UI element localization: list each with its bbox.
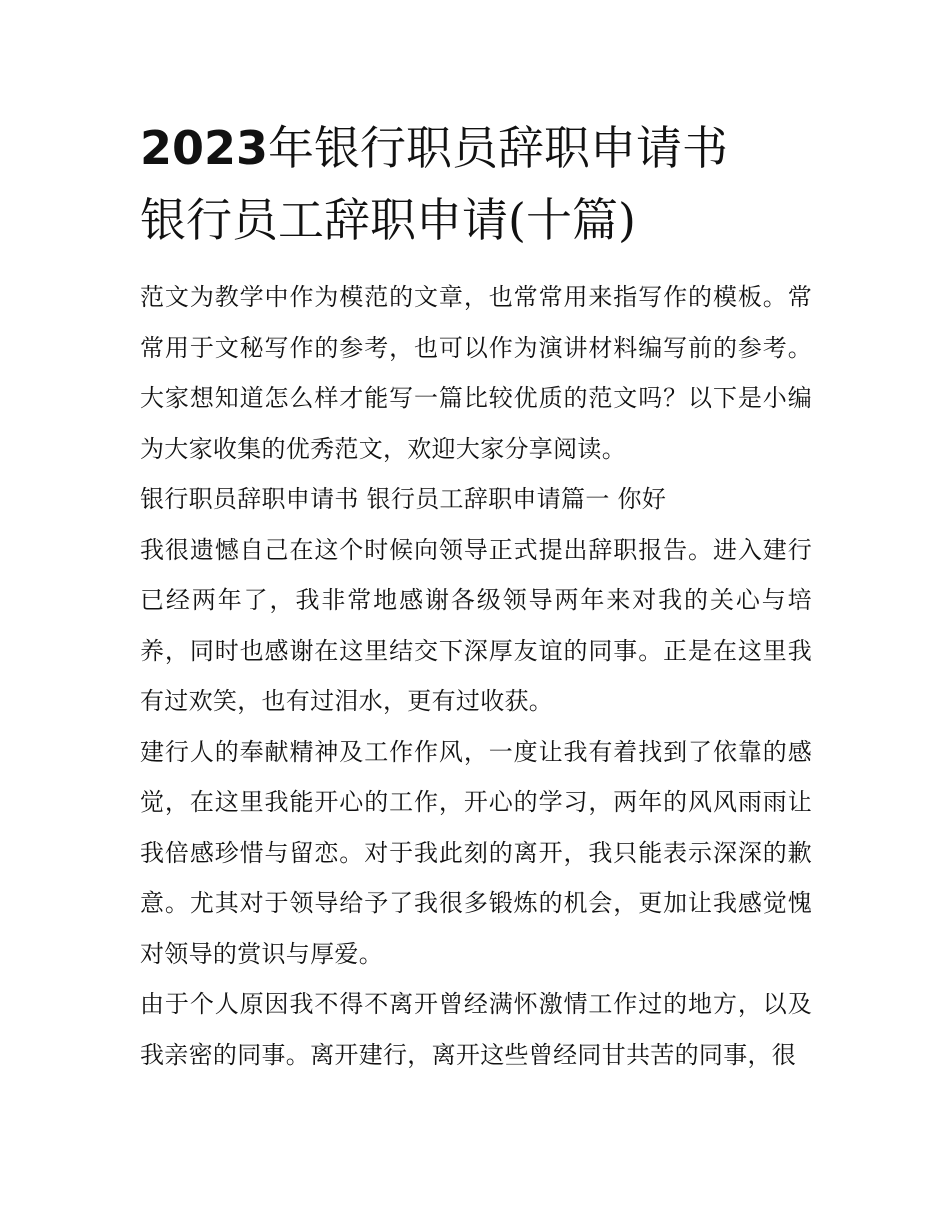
paragraph-intro: 范文为教学中作为模范的文章，也常常用来指写作的模板。常常用于文秘写作的参考，也可以作为演讲材料编写前的参考。大家想知道怎么样才能写一篇比较优质的范文吗？以下是小编为大家收集的优秀范文，欢迎大家分享阅读。 — [140, 283, 812, 463]
document-title — [140, 112, 812, 256]
paragraph-section-heading: 银行职员辞职申请书 银行员工辞职申请篇一 你好 — [140, 485, 667, 513]
paragraph-body-2: 建行人的奉献精神及工作作风，一度让我有着找到了依靠的感觉，在这里我能开心的工作，开心的学习，两年的风风雨雨让我倍感珍惜与留恋。对于我此刻的离开，我只能表示深深的歉意。尤其对于领导给予了我很多锻炼的机会，更加让我感觉愧对领导的赏识与厚爱。 — [140, 737, 812, 968]
document-body — [140, 112, 812, 1080]
paragraph-body-3: 由于个人原因我不得不离开曾经满怀激情工作过的地方，以及我亲密的同事。离开建行，离开这些曾经同甘共苦的同事，很 — [140, 990, 812, 1069]
title-year: 2023 — [140, 121, 269, 175]
title-line-1-text: 年银行职员辞职申请书 — [268, 121, 729, 175]
document-content — [140, 272, 812, 1080]
title-line-1 — [140, 112, 812, 184]
paragraph-body-1: 我很遗憾自己在这个时候向领导正式提出辞职报告。进入建行已经两年了，我非常地感谢各级领导两年来对我的关心与培养，同时也感谢在这里结交下深厚友谊的同事。正是在这里我有过欢笑，也有过泪水，更有过收获。 — [140, 535, 812, 715]
title-line-2: 银行员工辞职申请(十篇) — [140, 193, 636, 247]
